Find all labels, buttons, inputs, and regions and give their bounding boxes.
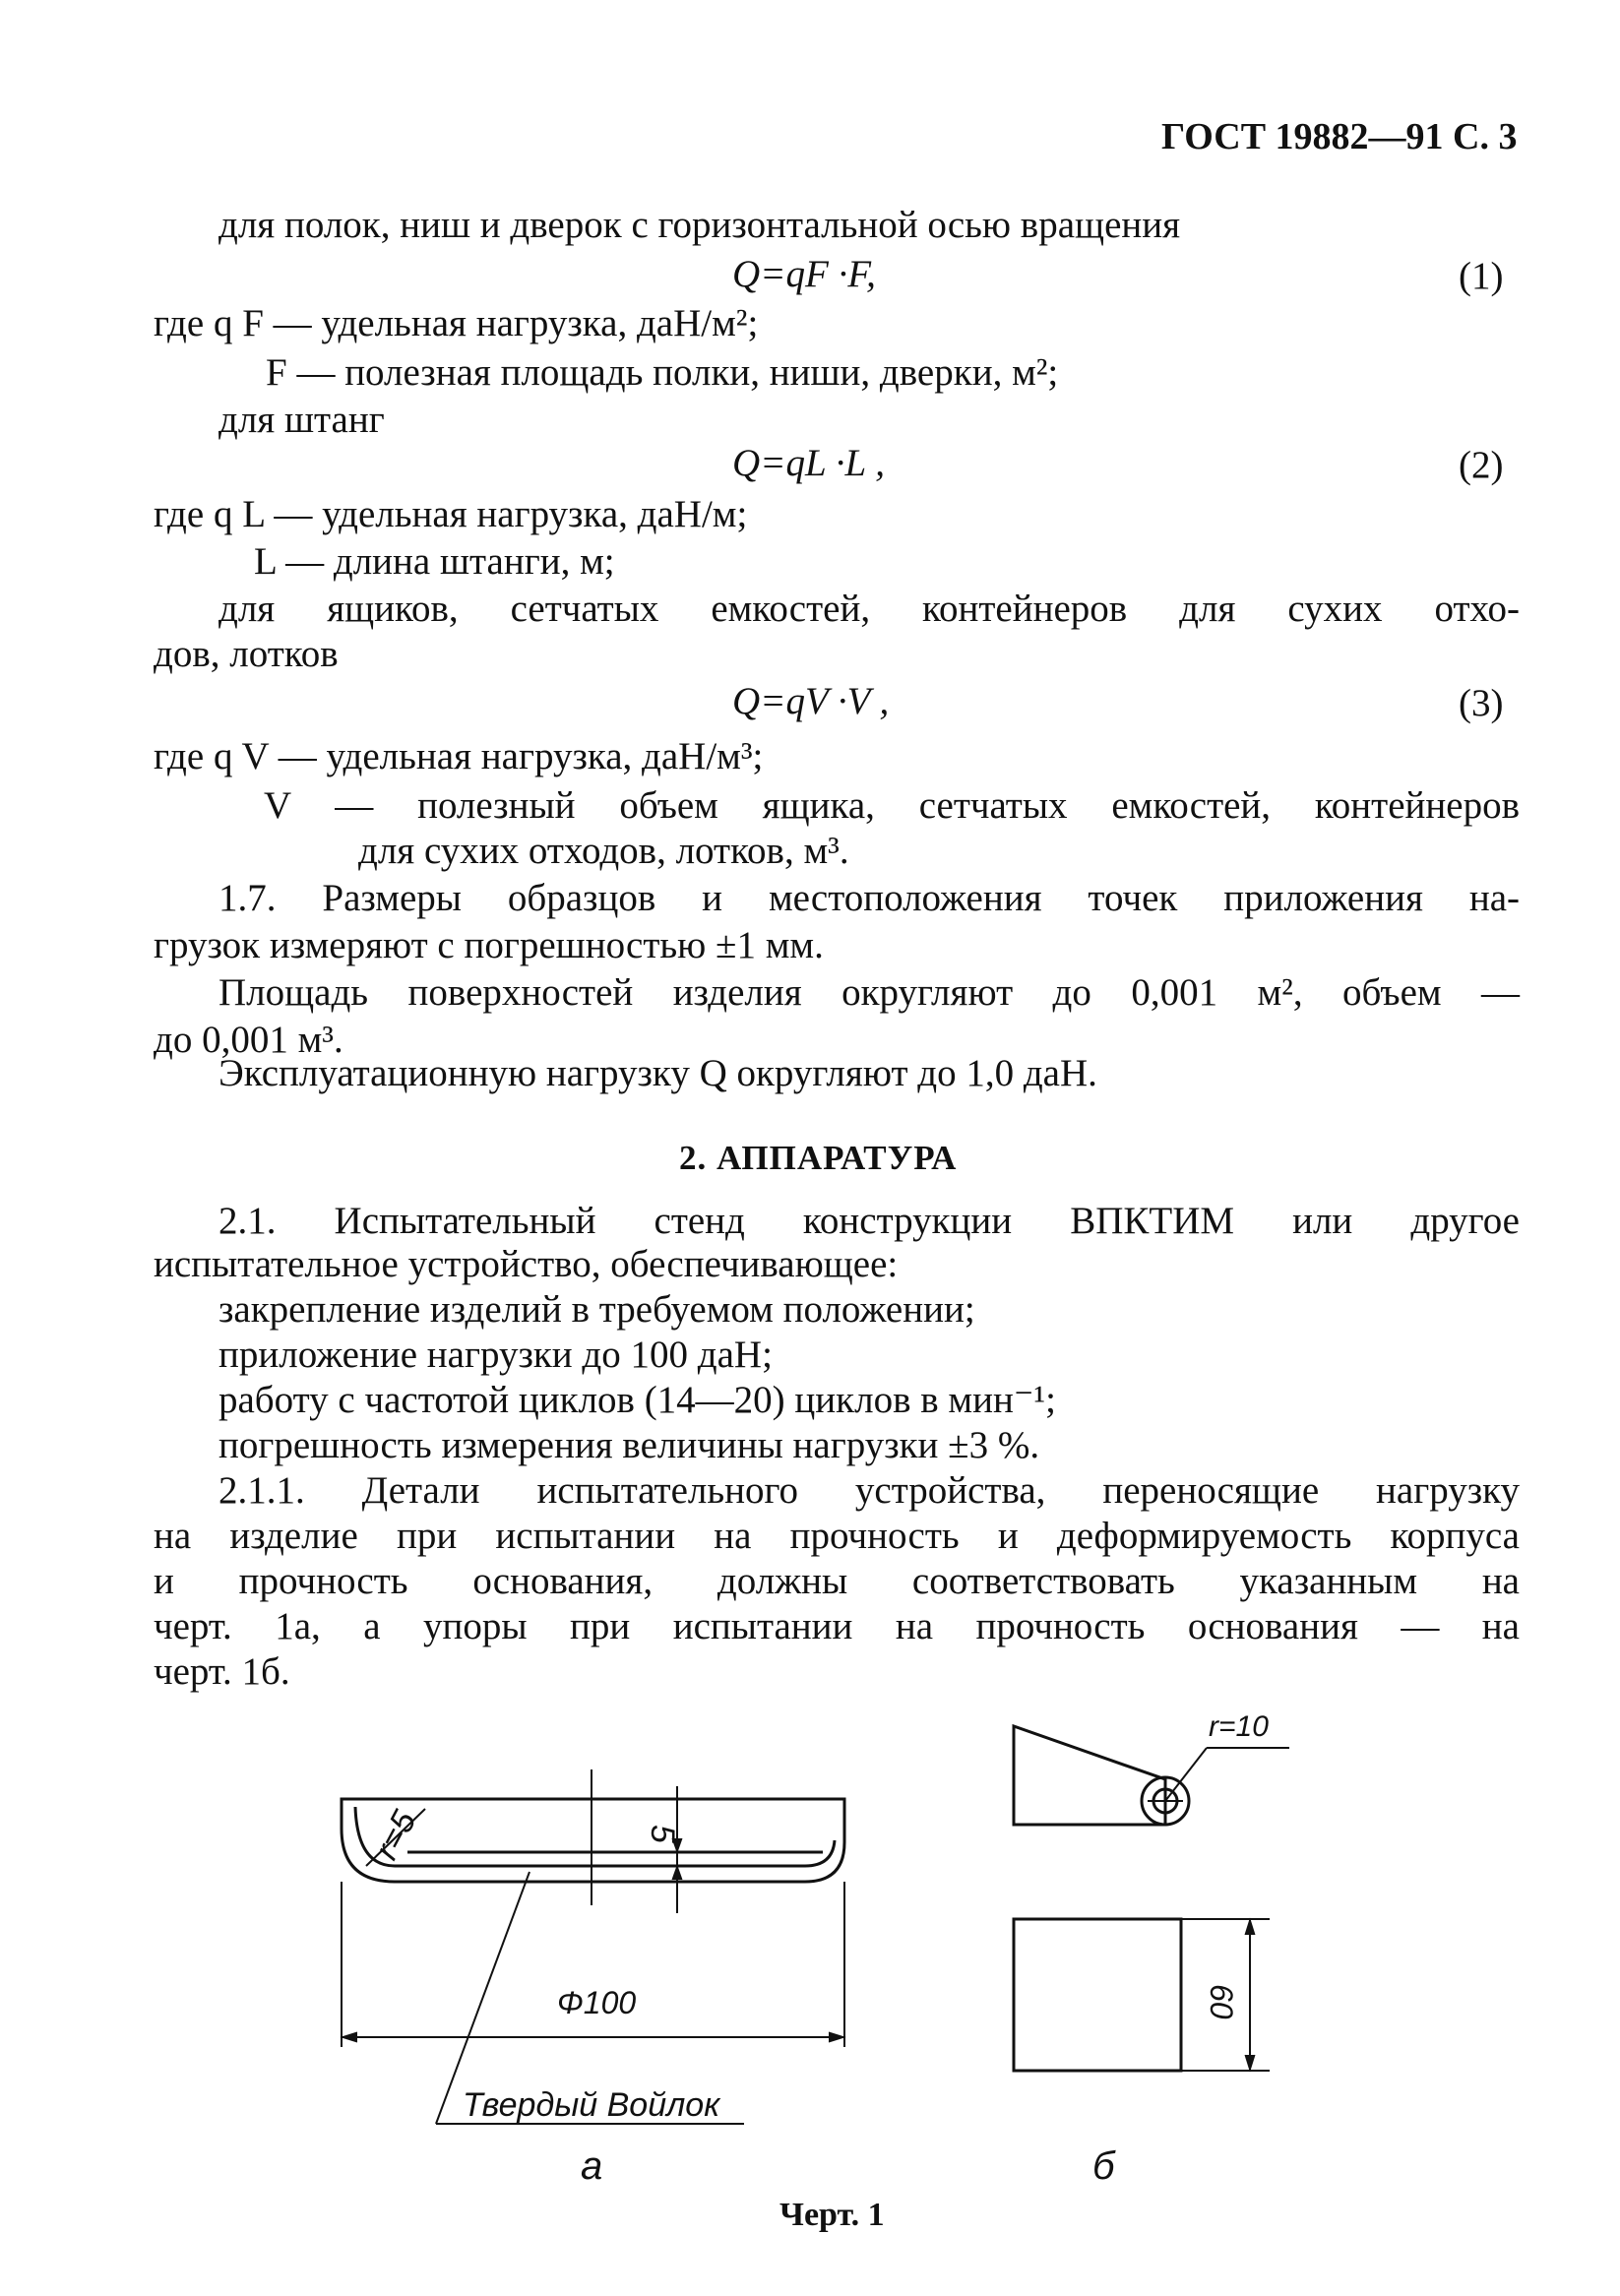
label-felt: Твердый Войлок xyxy=(463,2086,720,2124)
text-line: черт. 1б. xyxy=(154,1650,290,1693)
diameter-arrow xyxy=(342,2032,357,2042)
label-r5: r=5 xyxy=(367,1804,424,1866)
text-line: для штанг xyxy=(218,399,385,441)
text-line: L — длина штанги, м; xyxy=(254,540,615,583)
height-arrow xyxy=(1245,1919,1255,1935)
equation-number: (1) xyxy=(1459,255,1504,297)
drawing-b xyxy=(1014,1726,1289,2071)
text-line: где q L — удельная нагрузка, даН/м; xyxy=(154,493,748,535)
text-line: для сухих отходов, лотков, м³. xyxy=(358,830,849,872)
stop-side-view xyxy=(1014,1919,1181,2071)
pad-outer-contour xyxy=(342,1799,844,1882)
text-line: где q V — удельная нагрузка, даН/м³; xyxy=(154,735,764,777)
text-line: погрешность измерения величины нагрузки ±3 %. xyxy=(218,1424,1040,1466)
text-line: Площадь поверхностей изделия округляют до 0,001 м², объем — xyxy=(218,971,1520,1014)
text-line: испытательное устройство, обеспечивающее: xyxy=(154,1243,899,1285)
text-line: и прочность основания, должны соответствовать указанным на xyxy=(154,1560,1520,1602)
text-line: где q F — удельная нагрузка, даН/м²; xyxy=(154,302,759,344)
text-line: V — полезный объем ящика, сетчатых емкостей, контейнеров xyxy=(264,784,1520,827)
text-line: приложение нагрузки до 100 даН; xyxy=(218,1334,773,1376)
section-title: 2. АППАРАТУРА xyxy=(679,1139,958,1177)
equation-3: Q=qV ·V , xyxy=(732,680,890,722)
text-line: F — полезная площадь полки, ниши, дверки, м²; xyxy=(266,351,1059,394)
diameter-arrow xyxy=(829,2032,844,2042)
text-line: работу с частотой циклов (14—20) циклов в мин⁻¹; xyxy=(218,1379,1056,1421)
text-line: 1.7. Размеры образцов и местоположения точек приложения на- xyxy=(218,877,1520,919)
label-a: а xyxy=(581,2144,603,2188)
text-line: 2.1.1. Детали испытательного устройства, переносящие нагрузку xyxy=(218,1469,1520,1512)
text-line: дов, лотков xyxy=(154,633,339,675)
page-header: ГОСТ 19882—91 С. 3 xyxy=(1161,116,1518,157)
height-arrow xyxy=(1245,2055,1255,2071)
equation-2: Q=qL ·L , xyxy=(732,442,885,484)
figure-caption: Черт. 1 xyxy=(779,2197,885,2233)
pad-inner-curve xyxy=(355,1804,835,1866)
text-line: до 0,001 м³. xyxy=(154,1019,343,1061)
label-5: 5 xyxy=(644,1825,681,1843)
text-line: на изделие при испытании на прочность и деформируемость корпуса xyxy=(154,1515,1520,1557)
equation-1: Q=qF ·F, xyxy=(732,253,876,295)
equation-number: (3) xyxy=(1459,682,1504,724)
text-line: для ящиков, сетчатых емкостей, контейнеров для сухих отхо- xyxy=(218,588,1520,630)
text-line: Эксплуатационную нагрузку Q округляют до 1,0 даН. xyxy=(218,1052,1097,1094)
text-line: для полок, ниш и дверок с горизонтальной осью вращения xyxy=(218,204,1181,246)
label-60: 60 xyxy=(1204,1984,1239,2019)
label-r10: r=10 xyxy=(1209,1710,1269,1743)
equation-number: (2) xyxy=(1459,444,1504,486)
text-line: грузок измеряют с погрешностью ±1 мм. xyxy=(154,924,824,966)
text-line: 2.1. Испытательный стенд конструкции ВПКТИМ или другое xyxy=(218,1200,1520,1242)
text-line: черт. 1а, а упоры при испытании на прочность основания — на xyxy=(154,1605,1520,1647)
text-line: закрепление изделий в требуемом положении; xyxy=(218,1288,975,1331)
dimension-5-arrow xyxy=(672,1866,682,1880)
label-b: б xyxy=(1092,2144,1115,2188)
label-d100: Φ100 xyxy=(557,1985,637,2020)
